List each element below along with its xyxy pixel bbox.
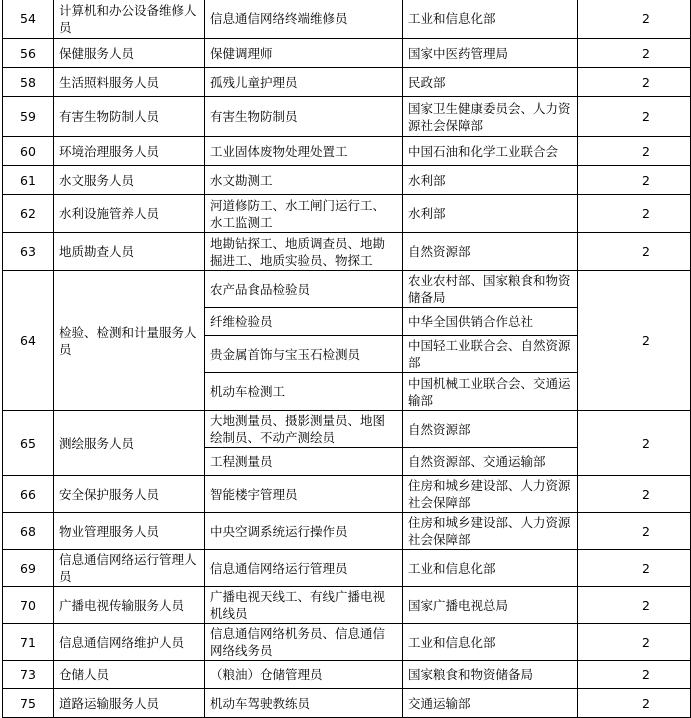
- count-value: 2: [578, 166, 691, 195]
- row-number: 66: [3, 476, 54, 513]
- table-row: [3, 233, 691, 271]
- count-value: 2: [578, 476, 691, 513]
- row-number: 69: [3, 550, 54, 587]
- department: 工业和信息化部: [403, 624, 578, 661]
- occupation-category: 仓储人员: [54, 661, 205, 689]
- row-number: 63: [3, 233, 54, 271]
- occupation-name: 地勘钻探工、地质调查员、地勘掘进工、地质实验员、物探工: [205, 233, 403, 271]
- occupation-name: 贵金属首饰与宝玉石检测员: [205, 336, 403, 373]
- occupation-name: 智能楼宇管理员: [205, 476, 403, 513]
- department: 中华全国供销合作总社: [403, 308, 578, 336]
- department: 国家卫生健康委员会、人力资源社会保障部: [403, 97, 578, 137]
- table-row: [3, 68, 691, 97]
- row-number: 62: [3, 195, 54, 233]
- department: 国家粮食和物资储备局: [403, 661, 578, 689]
- department: 住房和城乡建设部、人力资源社会保障部: [403, 513, 578, 550]
- department: 自然资源部、交通运输部: [403, 448, 578, 476]
- occupation-table: [2, 0, 691, 718]
- count-value: 2: [578, 661, 691, 689]
- table-row: [3, 661, 691, 689]
- occupation-category: 安全保护服务人员: [54, 476, 205, 513]
- occupation-category: 计算机和办公设备维修人员: [54, 0, 205, 39]
- count-value: 2: [578, 0, 691, 39]
- count-value: 2: [578, 624, 691, 661]
- table-row: [3, 587, 691, 624]
- table-row: [3, 0, 691, 39]
- table-row: [3, 411, 691, 448]
- occupation-category: 广播电视传输服务人员: [54, 587, 205, 624]
- row-number: 70: [3, 587, 54, 624]
- table-row: [3, 97, 691, 137]
- department: 中国轻工业联合会、自然资源部: [403, 336, 578, 373]
- count-value: 2: [578, 411, 691, 476]
- department: 住房和城乡建设部、人力资源社会保障部: [403, 476, 578, 513]
- department: 自然资源部: [403, 233, 578, 271]
- occupation-name: 水文勘测工: [205, 166, 403, 195]
- occupation-name: 信息通信网络终端维修员: [205, 0, 403, 39]
- table-row: [3, 195, 691, 233]
- table-row: [3, 624, 691, 661]
- occupation-name: 农产品食品检验员: [205, 271, 403, 308]
- row-number: 73: [3, 661, 54, 689]
- occupation-name: 孤残儿童护理员: [205, 68, 403, 97]
- occupation-category: 检验、检测和计量服务人员: [54, 271, 205, 411]
- occupation-name: 工程测量员: [205, 448, 403, 476]
- occupation-category: 信息通信网络运行管理人员: [54, 550, 205, 587]
- occupation-category: 信息通信网络维护人员: [54, 624, 205, 661]
- count-value: 2: [578, 97, 691, 137]
- occupation-name: 纤维检验员: [205, 308, 403, 336]
- row-number: 75: [3, 689, 54, 718]
- row-number: 64: [3, 271, 54, 411]
- occupation-name: 信息通信网络运行管理员: [205, 550, 403, 587]
- department: 工业和信息化部: [403, 0, 578, 39]
- occupation-name: 保健调理师: [205, 39, 403, 68]
- row-number: 61: [3, 166, 54, 195]
- count-value: 2: [578, 233, 691, 271]
- count-value: 2: [578, 39, 691, 68]
- occupation-category: 物业管理服务人员: [54, 513, 205, 550]
- row-number: 58: [3, 68, 54, 97]
- occupation-name: 有害生物防制员: [205, 97, 403, 137]
- row-number: 65: [3, 411, 54, 476]
- table-row: [3, 550, 691, 587]
- row-number: 60: [3, 137, 54, 166]
- occupation-category: 水文服务人员: [54, 166, 205, 195]
- department: 农业农村部、国家粮食和物资储备局: [403, 271, 578, 308]
- row-number: 71: [3, 624, 54, 661]
- table-row: [3, 137, 691, 166]
- row-number: 59: [3, 97, 54, 137]
- count-value: 2: [578, 550, 691, 587]
- table-row: [3, 166, 691, 195]
- department: 中国机械工业联合会、交通运输部: [403, 373, 578, 411]
- occupation-category: 道路运输服务人员: [54, 689, 205, 718]
- department: 水利部: [403, 166, 578, 195]
- occupation-name: 机动车驾驶教练员: [205, 689, 403, 718]
- count-value: 2: [578, 513, 691, 550]
- occupation-category: 水利设施管养人员: [54, 195, 205, 233]
- count-value: 2: [578, 195, 691, 233]
- row-number: 56: [3, 39, 54, 68]
- occupation-name: 信息通信网络机务员、信息通信网络线务员: [205, 624, 403, 661]
- department: 自然资源部: [403, 411, 578, 448]
- count-value: 2: [578, 271, 691, 411]
- row-number: 68: [3, 513, 54, 550]
- occupation-name: 中央空调系统运行操作员: [205, 513, 403, 550]
- table-row: [3, 513, 691, 550]
- count-value: 2: [578, 689, 691, 718]
- occupation-category: 保健服务人员: [54, 39, 205, 68]
- occupation-table-body: [3, 0, 691, 718]
- department: 水利部: [403, 195, 578, 233]
- count-value: 2: [578, 587, 691, 624]
- count-value: 2: [578, 137, 691, 166]
- department: 中国石油和化学工业联合会: [403, 137, 578, 166]
- row-number: 54: [3, 0, 54, 39]
- occupation-category: 测绘服务人员: [54, 411, 205, 476]
- count-value: 2: [578, 68, 691, 97]
- occupation-category: 地质勘查人员: [54, 233, 205, 271]
- department: 工业和信息化部: [403, 550, 578, 587]
- occupation-name: 河道修防工、水工闸门运行工、水工监测工: [205, 195, 403, 233]
- occupation-category: 生活照料服务人员: [54, 68, 205, 97]
- occupation-name: 机动车检测工: [205, 373, 403, 411]
- department: 国家中医药管理局: [403, 39, 578, 68]
- occupation-name: 大地测量员、摄影测量员、地图绘制员、不动产测绘员: [205, 411, 403, 448]
- department: 民政部: [403, 68, 578, 97]
- department: 国家广播电视总局: [403, 587, 578, 624]
- occupation-category: 环境治理服务人员: [54, 137, 205, 166]
- table-row: [3, 476, 691, 513]
- table-row: [3, 39, 691, 68]
- occupation-name: （粮油）仓储管理员: [205, 661, 403, 689]
- table-row: [3, 689, 691, 718]
- department: 交通运输部: [403, 689, 578, 718]
- occupation-name: 广播电视天线工、有线广播电视机线员: [205, 587, 403, 624]
- occupation-category: 有害生物防制人员: [54, 97, 205, 137]
- table-row: [3, 271, 691, 308]
- occupation-name: 工业固体废物处理处置工: [205, 137, 403, 166]
